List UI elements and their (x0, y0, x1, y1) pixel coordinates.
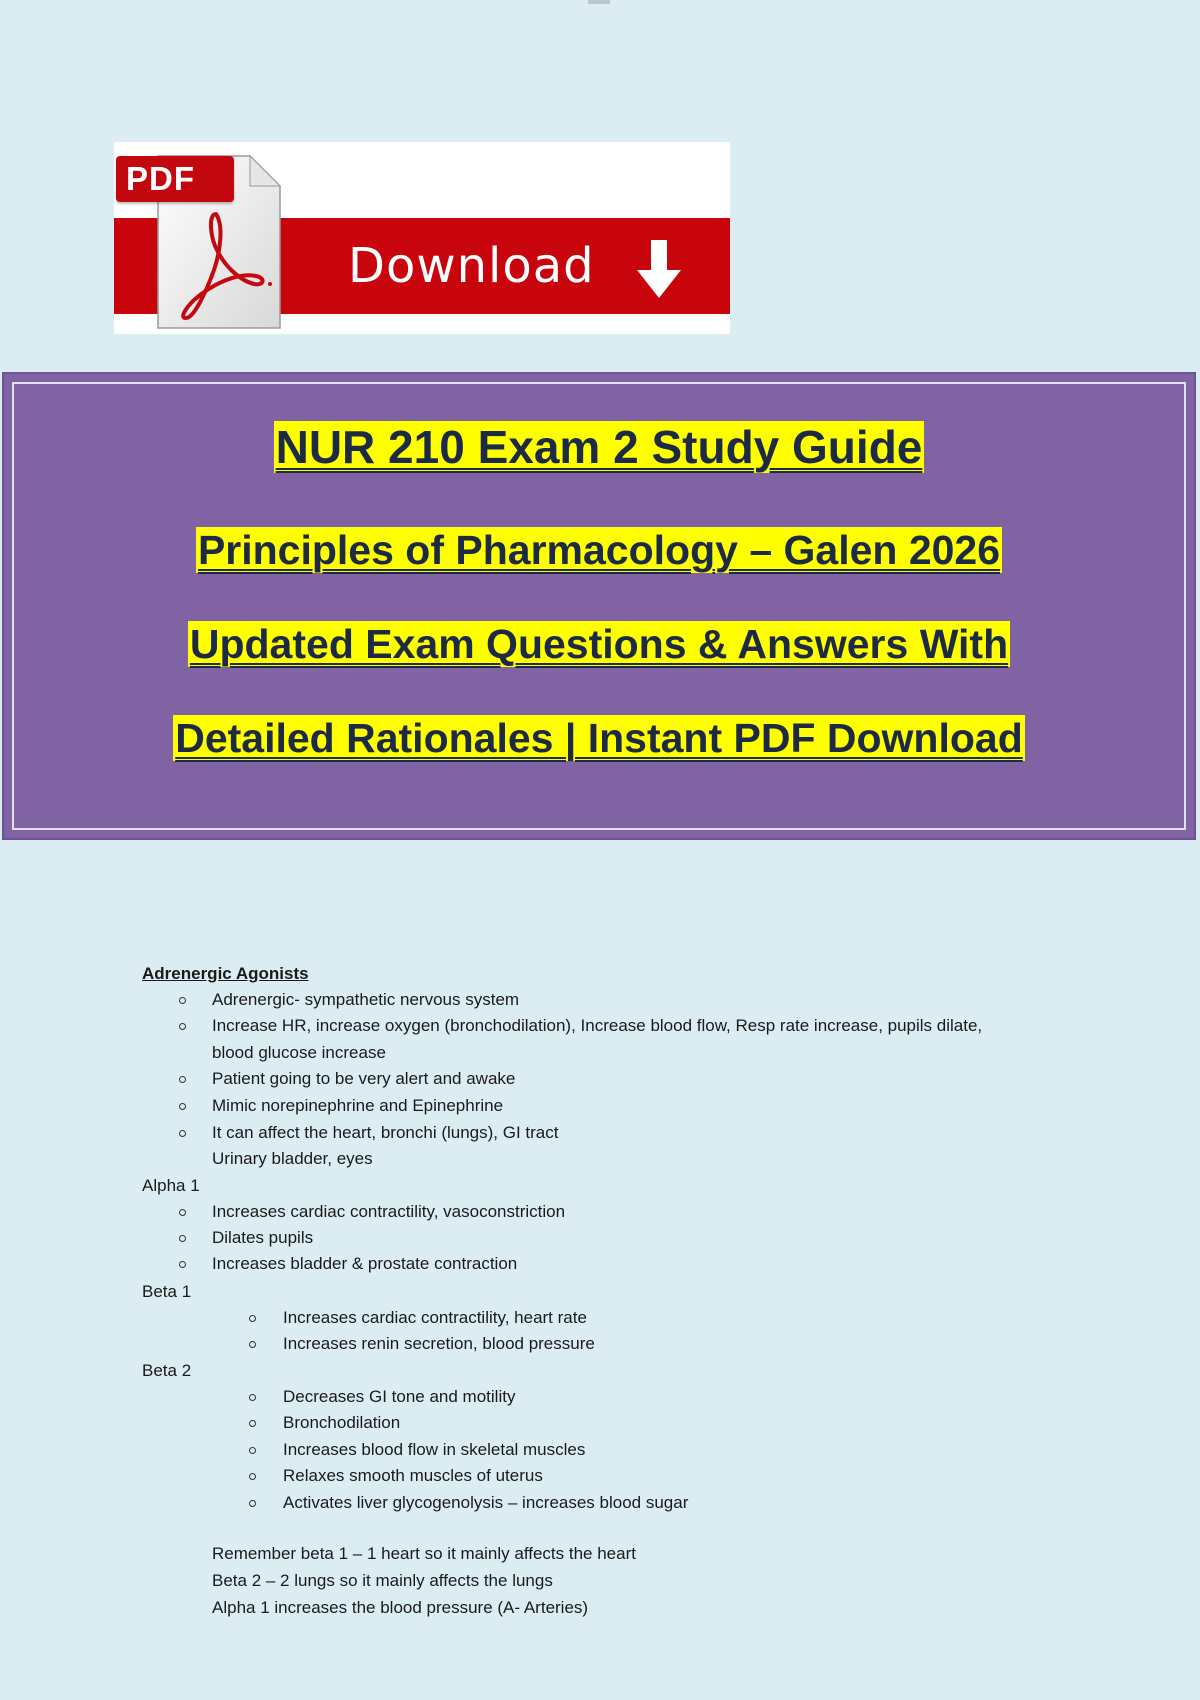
list-item: Increase HR, increase oxygen (bronchodilation), Increase blood flow, Resp rate increase, pupils dilate, (212, 1016, 983, 1035)
bullet-icon (179, 997, 186, 1004)
list-item: Activates liver glycogenolysis – increases blood sugar (283, 1493, 689, 1512)
bullet-icon (179, 1130, 186, 1137)
title-description-1: Updated Exam Questions & Answers With (189, 621, 1009, 667)
list-item: Increases renin secretion, blood pressure (283, 1334, 595, 1353)
receptor-label-alpha1: Alpha 1 (142, 1176, 200, 1195)
list-item: Patient going to be very alert and awake (212, 1069, 516, 1088)
section-heading: Adrenergic Agonists (142, 964, 309, 983)
bullet-icon (249, 1447, 256, 1454)
title-box (2, 372, 1196, 840)
receptor-label-beta2: Beta 2 (142, 1361, 192, 1380)
bullet-icon (249, 1420, 256, 1427)
title-description-2: Detailed Rationales | Instant PDF Download (175, 715, 1023, 761)
list-item: Decreases GI tone and motility (283, 1387, 516, 1406)
pdf-label-tag: PDF (116, 156, 234, 202)
list-item: Increases cardiac contractility, heart rate (283, 1308, 587, 1327)
bullet-icon (249, 1315, 256, 1322)
remember-note: Remember beta 1 – 1 heart so it mainly affects the heart (212, 1544, 636, 1563)
page-edge-tab (588, 0, 610, 4)
list-item-continuation: blood glucose increase (212, 1043, 386, 1062)
list-item: Increases bladder & prostate contraction (212, 1254, 518, 1273)
bullet-icon (179, 1103, 186, 1110)
download-arrow-icon[interactable] (634, 238, 684, 300)
pdf-download-banner[interactable] (114, 142, 730, 334)
list-item: Mimic norepinephrine and Epinephrine (212, 1096, 504, 1115)
bullet-icon (179, 1209, 186, 1216)
list-item: Increases blood flow in skeletal muscles (283, 1440, 586, 1459)
receptor-label-beta1: Beta 1 (142, 1282, 192, 1301)
download-label[interactable]: Download (348, 238, 595, 294)
list-item: Bronchodilation (283, 1413, 401, 1432)
bullet-icon (249, 1500, 256, 1507)
list-item: It can affect the heart, bronchi (lungs), GI tract (212, 1123, 559, 1142)
title-line-4 (4, 712, 1194, 764)
remember-note: Beta 2 – 2 lungs so it mainly affects the lungs (212, 1571, 553, 1590)
bullet-icon (179, 1076, 186, 1083)
list-item: Relaxes smooth muscles of uterus (283, 1466, 543, 1485)
list-item-continuation: Urinary bladder, eyes (212, 1149, 373, 1168)
title-line-3 (4, 618, 1194, 670)
title-main: NUR 210 Exam 2 Study Guide (275, 421, 923, 473)
bullet-icon (249, 1394, 256, 1401)
remember-note: Alpha 1 increases the blood pressure (A- Arteries) (212, 1598, 589, 1617)
bullet-icon (249, 1473, 256, 1480)
title-subtitle: Principles of Pharmacology – Galen 2026 (197, 527, 1001, 573)
list-item: Adrenergic- sympathetic nervous system (212, 990, 520, 1009)
title-line-1 (4, 418, 1194, 476)
list-item: Increases cardiac contractility, vasoconstriction (212, 1202, 566, 1221)
bullet-icon (249, 1341, 256, 1348)
bullet-icon (179, 1023, 186, 1030)
list-item: Dilates pupils (212, 1228, 314, 1247)
bullet-icon (179, 1235, 186, 1242)
bullet-icon (179, 1261, 186, 1268)
title-line-2 (4, 524, 1194, 576)
